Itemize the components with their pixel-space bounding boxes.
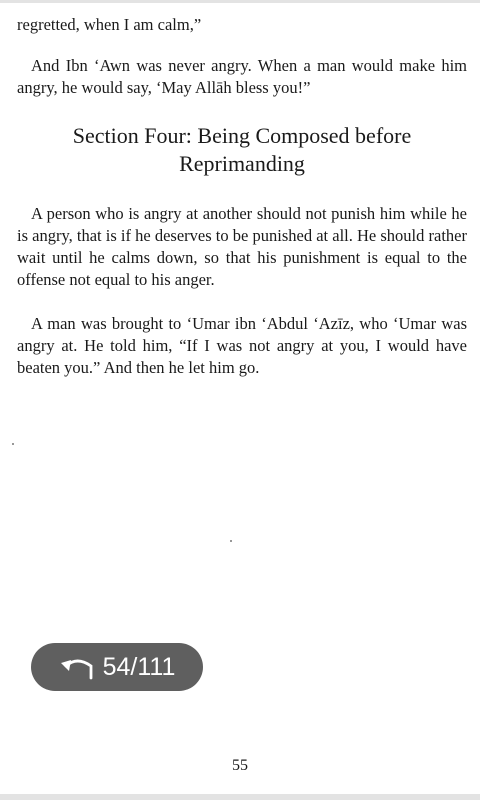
section-heading-line-1: Section Four: Being Composed before	[72, 123, 412, 148]
scan-speck	[12, 443, 14, 445]
paragraph-2: And Ibn ‘Awn was never angry. When a man would make him angry, he would say, ‘May Allāh bless you!”	[17, 56, 467, 97]
paragraph-4: A man was brought to ‘Umar ibn ‘Abdul ‘Azīz, who ‘Umar was angry at. He told him, “If I was not angry at you, I would have beaten you.” And then he let him go.	[17, 314, 467, 377]
paragraph-3: A person who is angry at another should not punish him while he is angry, that is if he deserves to be punished at all. He should rather wait until he calms down, so that his punishment is equal to the offense not equal to his anger.	[17, 204, 467, 289]
top-edge	[0, 0, 480, 3]
section-heading-line-2: Reprimanding	[179, 151, 305, 176]
reader-page[interactable]	[17, 14, 467, 379]
scan-speck	[230, 540, 232, 542]
bottom-edge	[0, 794, 480, 800]
undo-arrow-icon	[59, 654, 95, 680]
page-progress-label: 54/111	[102, 652, 176, 681]
back-to-page-button[interactable]	[31, 643, 203, 691]
page-number: 55	[232, 757, 248, 774]
section-heading	[17, 122, 467, 178]
paragraph-1: regretted, when I am calm,”	[17, 15, 202, 34]
